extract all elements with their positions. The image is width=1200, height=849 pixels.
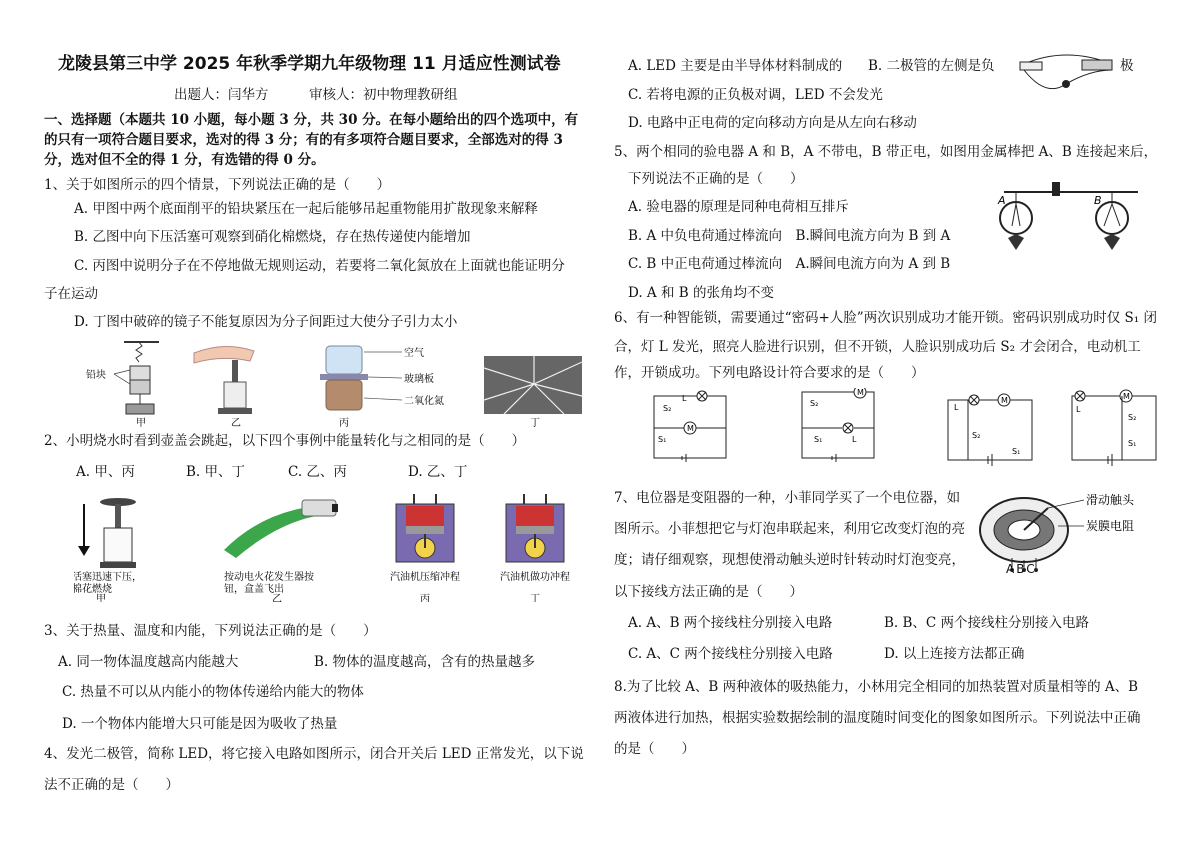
potentiometer-svg [976,488,1156,578]
lead-blocks-illustration [114,342,159,414]
q6-circuits-figure [652,388,1162,468]
c4-l: L [1076,405,1081,414]
q8-stem-line3: 的是（ ） [614,741,695,757]
q2-fig-label-jia: 甲 [96,594,106,602]
q1-option-b: B. 乙图中向下压活塞可观察到硝化棉燃烧，存在热传递使内能增加 [74,229,471,245]
c2-m: M [857,388,864,397]
c2-s2: S₂ [810,399,819,408]
q7-stem-line1: 7、电位器是变阻器的一种，小菲同学买了一个电位器，如 [614,490,961,506]
section-heading-line1: 一、选择题（本题共 10 小题，每小题 3 分，共 30 分。在每小题给出的四个选项中，有 [44,112,579,128]
q7-option-b: B. B、C 两个接线柱分别接入电路 [884,615,1090,631]
power-stroke-illustration [506,494,564,562]
q4-option-d: D. 电路中正电荷的定向移动方向是从左向右移动 [628,115,917,131]
q4-option-c: C. 若将电源的正负极对调，LED 不会发光 [628,87,883,103]
q1-figure [64,338,584,428]
q2-cap2b: 钮，盒盖飞出 [224,584,284,595]
electroscope-label-a: A [998,194,1006,207]
q4-stem-line1: 4、发光二极管，简称 LED，将它接入电路如图所示，闭合开关后 LED 正常发光，以下说 [44,746,584,762]
q2-stem: 2、小明烧水时看到壶盖会跳起，以下四个事例中能量转化与之相同的是（ ） [44,433,526,449]
lead-label: 铅块 [86,370,106,381]
q2-figure [74,490,574,602]
q5-stem-line2: 下列说法不正确的是（ ） [628,171,804,187]
led-icon [1062,80,1070,88]
q5-option-c: C. B 中正电荷通过棒流向 A.瞬间电流方向为 A 到 B [628,256,951,272]
q7-option-a: A. A、B 两个接线柱分别接入电路 [628,615,833,631]
q1-option-d: D. 丁图中破碎的镜子不能复原因为分子间距过大使分子引力太小 [74,314,458,330]
c4-s1: S₁ [1128,439,1137,448]
q6-stem-line1: 6、有一种智能锁，需要通过“密码+人脸”两次识别成功才能开锁。密码识别成功时仅 S₁ 闭 [614,310,1157,326]
fig-label-jia: 甲 [136,418,146,428]
q4-stem-line2: 法不正确的是（ ） [44,777,179,793]
c3-s1: S₁ [1012,447,1021,456]
q5-option-d: D. A 和 B 的张角均不变 [628,285,774,301]
q6-stem-line3: 作，开锁成功。下列电路设计符合要求的是（ ） [614,365,925,381]
spark-generator-illustration [224,500,338,558]
q5-option-a: A. 验电器的原理是同种电荷相互排斥 [628,199,849,215]
q3-stem: 3、关于热量、温度和内能，下列说法正确的是（ ） [44,623,377,639]
q7-stem-line4: 以下接线方法正确的是（ ） [614,584,803,600]
q1-figure-svg [64,338,584,428]
piston-illustration [194,346,254,414]
q8-stem-line2: 两液体进行加热，根据实验数据绘制的温度随时间变化的图象如图所示。下列说法中正确 [614,710,1141,726]
q2-cap2a: 按动电火花发生器按 [224,572,314,583]
q3-option-b: B. 物体的温度越高，含有的热量越多 [314,654,536,670]
c4-m: M [1123,392,1130,401]
fig-label-yi: 乙 [231,418,241,428]
air-label: 空气 [404,348,424,359]
section-heading-line2: 的只有一项符合题目要求，选对的得 3 分；有的有多项符合题目要求，全部选对的得 3 [44,132,563,148]
c2-l: L [852,435,857,444]
q7-stem-line2: 图所示。小菲想把它与灯泡串联起来，利用它改变灯泡的亮 [614,521,965,537]
q2-fig-label-ding: 丁 [530,594,540,602]
potentiometer-figure [976,488,1156,578]
q2-cap1b: 棉花燃烧 [74,584,112,595]
no2-label: 二氧化氮 [404,396,444,407]
broken-mirror-illustration [484,356,582,414]
q3-option-c: C. 热量不可以从内能小的物体传递给内能大的物体 [62,684,364,700]
q6-stem-line2: 合，灯 L 发光，照亮人脸进行识别，但不开锁，人脸识别成功后 S₂ 才会闭合，电动机工 [614,339,1141,355]
c4-s2: S₂ [1128,413,1137,422]
c3-m: M [1001,396,1008,405]
circuit-option-d [1072,390,1156,466]
q7-option-c: C. A、C 两个接线柱分别接入电路 [628,646,833,662]
film-resistor-label: 炭膜电阻 [1086,519,1135,533]
fire-syringe-illustration [78,498,136,568]
fig-label-ding: 丁 [530,418,540,428]
q7-option-d: D. 以上连接方法都正确 [884,646,1025,662]
authors-line: 出题人：闫华方 审核人：初中物理教研组 [174,87,458,103]
q2-option-b: B. 甲、丁 [186,464,246,480]
c2-s1: S₁ [814,435,823,444]
q2-cap1a: 活塞迅速下压， [74,572,142,583]
glass-label: 玻璃板 [404,374,434,385]
c3-s2: S₂ [972,431,981,440]
led-circuit-svg [1016,50,1120,102]
q5-stem-line1: 5、两个相同的验电器 A 和 B，A 不带电，B 带正电，如图用金属棒把 A、B 连接起来后， [614,144,1158,160]
q3-option-d: D. 一个物体内能增大只可能是因为吸收了热量 [62,716,338,732]
q2-option-a: A. 甲、丙 [76,464,135,480]
q4-option-b-tail: 极 [1120,58,1134,74]
fig-label-bing: 丙 [339,418,349,428]
q7-stem-line3: 度；请仔细观察，现想使滑动触头逆时针转动时灯泡变亮， [614,552,965,568]
q5-option-b: B. A 中负电荷通过棒流向 B.瞬间电流方向为 B 到 A [628,228,951,244]
electroscope-label-b: B [1094,194,1102,207]
q8-stem-line1: 8.为了比较 A、B 两种液体的吸热能力，小林用完全相同的加热装置对质量相等的 A、B [614,679,1139,695]
c1-m: M [687,424,694,433]
led-circuit-figure [1016,50,1120,102]
q1-option-c: C. 丙图中说明分子在不停地做无规则运动，若要将二氧化氮放在上面就也能证明分 [74,258,565,274]
electroscope-svg [988,180,1148,256]
q3-option-a: A. 同一物体温度越高内能越大 [58,654,239,670]
section-heading-line3: 分，选对但不全的得 1 分，有选错的得 0 分。 [44,152,325,168]
q1-option-a: A. 甲图中两个底面削平的铅块紧压在一起后能够吊起重物能用扩散现象来解释 [74,201,538,217]
q1-stem: 1、关于如图所示的四个情景，下列说法正确的是（ ） [44,177,391,193]
q2-figure-svg [74,490,574,602]
c3-l: L [954,403,959,412]
slider-label: 滑动触头 [1086,493,1135,507]
terminal-labels: ABC [1006,562,1037,576]
q2-option-d: D. 乙、丁 [408,464,468,480]
c1-s1: S₁ [658,435,667,444]
electroscope-figure [988,180,1148,256]
q2-option-c: C. 乙、丙 [288,464,347,480]
c1-s2: S₂ [663,404,672,413]
q4-option-a: A. LED 主要是由半导体材料制成的 [628,58,843,74]
compression-stroke-illustration [396,494,454,562]
q2-cap3: 汽油机压缩冲程 [390,572,460,583]
c1-l: L [682,394,687,403]
gas-diffusion-illustration [320,346,402,410]
q4-option-b: B. 二极管的左侧是负 [868,58,995,74]
q1-option-c-cont: 子在运动 [44,286,98,302]
page-title: 龙陵县第三中学 2025 年秋季学期九年级物理 11 月适应性测试卷 [58,54,561,74]
q2-fig-label-bing: 丙 [420,594,430,602]
q2-cap4: 汽油机做功冲程 [500,572,570,583]
q2-fig-label-yi: 乙 [272,594,282,602]
q6-circuits-svg [652,388,1162,468]
